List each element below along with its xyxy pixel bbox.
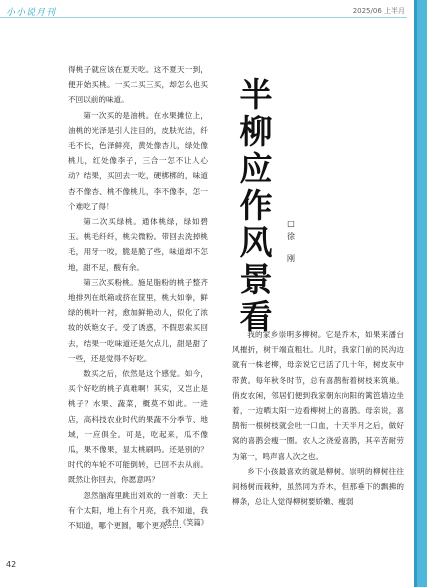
page-number: 42 — [6, 560, 17, 569]
header-divider — [0, 17, 407, 18]
title-char: 景 — [239, 260, 273, 299]
title-char: 作 — [239, 186, 273, 225]
paragraph: 乡下小孩最喜欢的就是柳树。崇明的柳树往往间杨树而栽种，虽然同为乔木，但那垂下的飘拂的柳条，总让人觉得柳树要娇嫩、瘦弱 — [232, 466, 404, 507]
title-char: 应 — [239, 149, 273, 188]
author-name: 徐 刚 — [287, 232, 295, 263]
paragraph: 忽然脑海里跳出刘欢的一首歌：天上有个太阳，地上有个月亮，我不知道，我不知道，哪个更圆，哪个更亮…… — [68, 490, 208, 531]
source-credit: 选自《笑篇》 — [164, 518, 208, 527]
title-char: 半 — [239, 75, 273, 114]
title-char: 看 — [239, 297, 273, 336]
paragraph: 第一次买的是油桃。在水果摊位上，油桃的光泽是引人注目的，皮肤光洁，纤毛不长，色泽鲜亮，黄处像杏儿，绿处像桃儿，红处像李子，三合一怎不让人心动？结果，买回去一吃，硬梆梆的，味道杏不像杏、桃不像桃儿，李不像李，怎一个难吃了得！ — [68, 110, 208, 211]
article-title-block — [232, 68, 312, 336]
paragraph: 我的家乡崇明多柳树。它是乔木，如果来潘台风摧折，树干端直粗壮。儿时，我家门前的民沟边就有一株老柳，母亲说它已活了几十年，树皮灰中带黄。每年秋冬时节，总有喜鹊衔着树枝来筑巢。俏皮农闲，邻居们便到我家朝东向阳的篱笆墙边坐着，一边晒太阳一边看柳树上的喜鹊。母亲说，喜鹊衔一根树枝就会吐一口血，十天半月之后，做好窝的喜鹊会瘦一圈。农人之浇爱喜鹊，其辛苦耐劳为第一，鸣声喜人次之也。 — [232, 330, 404, 461]
right-column — [232, 327, 404, 509]
paragraph: 第三次买粉桃。施足脂粉的桃子整齐地排列在纸箱或挤在筐里，桃大如拳，鲜绿的桃叶一衬，愈加鲜艳动人，似化了浓妆的妖艳女子。受了诱惑，不假思索买回去，结果一吃味道还是欠点儿，甜是甜了一些，还是觉得不好吃。 — [68, 277, 208, 363]
left-column — [68, 62, 208, 533]
paragraph: 数买之后，依然是这个感觉。如今，买个好吃的桃子真难啊！其实，又岂止是桃子？水果、蔬菜，概莫不如此。一进店，高科技农业时代的果蔬不分季节、地域，一应俱全。可是，吃起来，瓜不像瓜，果不像果，显太桃刷吗。还是别的？时代的车轮不可能倒转，已回不去从前。既然让你回去，你愿意吗？ — [68, 369, 208, 485]
title-char: 风 — [239, 223, 273, 262]
issue-label: 2025/06 上半月 — [352, 7, 405, 15]
author-mark: □ — [287, 219, 295, 228]
side-color-bar — [414, 0, 427, 587]
paragraph: 第二次买绿桃。通体桃绿，绿如碧玉。桃毛纤纤，桃尖微粉。带回去洗掉桃毛，用牙一咬，脆是脆了些，味道却不怎地，甜不足，酸有余。 — [68, 217, 208, 272]
paragraph: 得桃子就应该在夏天吃。这不夏天一到，便开始买桃。一买二买三买，却怎么也买不回以前的味道。 — [68, 65, 208, 105]
author-byline — [284, 218, 298, 264]
title-char: 柳 — [239, 112, 273, 151]
article-title — [232, 76, 280, 335]
magazine-name: 小小说月刊 — [6, 8, 57, 18]
